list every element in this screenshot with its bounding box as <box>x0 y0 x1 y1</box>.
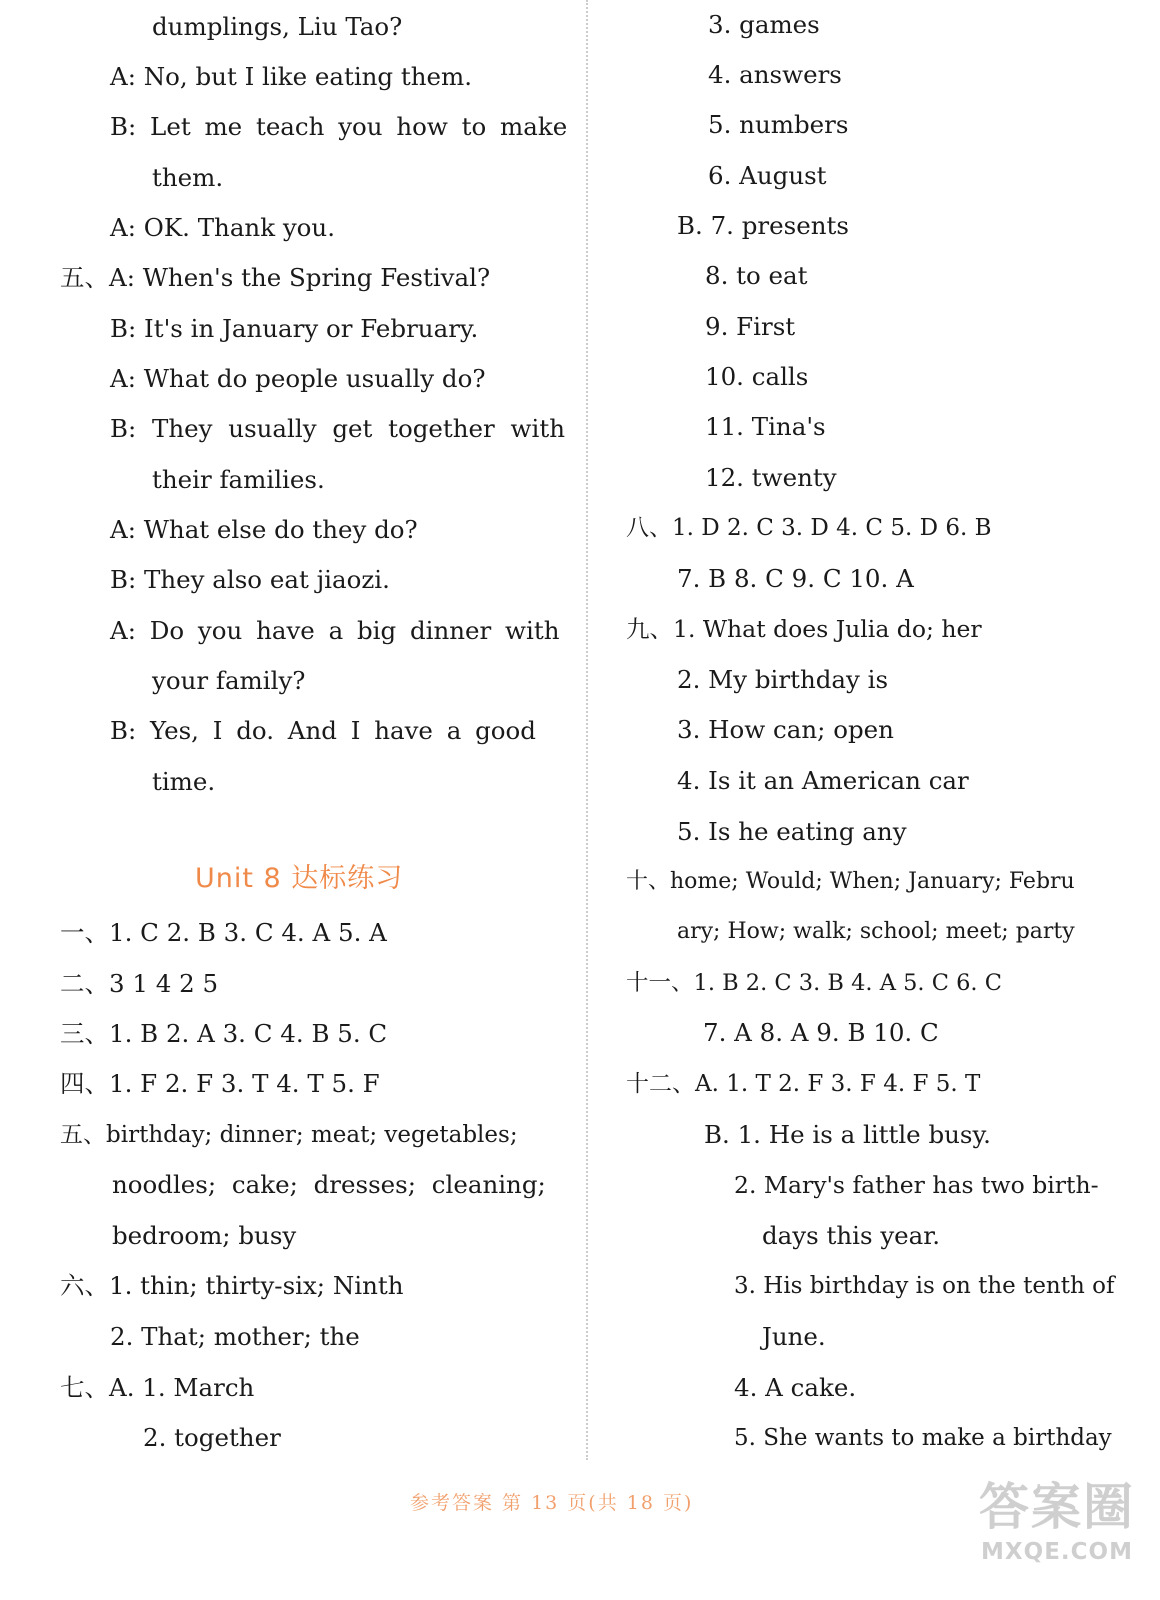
answer-line: 9. First <box>705 312 796 341</box>
answer-line: B. 7. presents <box>677 211 849 240</box>
answer-line: dumplings, Liu Tao? <box>152 12 403 41</box>
answer-line: 6. August <box>708 161 827 190</box>
answer-line: B. 1. He is a little busy. <box>704 1120 991 1149</box>
answer-line: 3. games <box>708 10 820 39</box>
answer-line: 五、A: When's the Spring Festival? <box>60 263 491 292</box>
column-divider <box>586 0 588 1460</box>
answer-line: 2. together <box>143 1423 281 1452</box>
watermark-logo <box>962 1478 1152 1590</box>
answer-line: 一、1. C 2. B 3. C 4. A 5. A <box>60 918 387 947</box>
answer-line: 10. calls <box>705 362 809 391</box>
answer-line: B: They also eat jiaozi. <box>110 565 390 594</box>
answer-line: 5. She wants to make a birthday <box>734 1425 1112 1451</box>
answer-line: June. <box>762 1322 826 1351</box>
answer-line: 四、1. F 2. F 3. T 4. T 5. F <box>60 1069 380 1098</box>
answer-line: 8. to eat <box>705 261 808 290</box>
answer-line: 5. Is he eating any <box>677 817 907 846</box>
answer-line: A: What else do they do? <box>110 515 418 544</box>
answer-line: 十、home; Would; When; January; Febru <box>626 869 1075 894</box>
answer-line: ary; How; walk; school; meet; party <box>677 919 1075 944</box>
watermark-text: 答案圈 <box>979 1478 1135 1536</box>
answer-line: their families. <box>152 465 325 494</box>
answer-line: 4. Is it an American car <box>677 766 969 795</box>
answer-line: 11. Tina's <box>705 412 826 441</box>
answer-line: time. <box>152 767 216 796</box>
answer-line: 12. twenty <box>705 463 837 492</box>
answer-line: 5. numbers <box>708 110 849 139</box>
answer-line: A: What do people usually do? <box>110 364 486 393</box>
answer-line: 2. That; mother; the <box>110 1322 360 1351</box>
answer-line: 7. A 8. A 9. B 10. C <box>703 1018 939 1047</box>
answer-line: your family? <box>152 666 306 695</box>
answer-line: A: No, but I like eating them. <box>110 62 473 91</box>
answer-line: B: Yes, I do. And I have a good <box>110 716 536 745</box>
section-title: Unit 8 达标练习 <box>195 863 404 894</box>
answer-line: 3. How can; open <box>677 715 894 744</box>
answer-line: days this year. <box>762 1221 941 1250</box>
answer-line: 九、1. What does Julia do; her <box>626 615 982 643</box>
page-footer: 参考答案 第 13 页(共 18 页) <box>410 1492 694 1514</box>
answer-line: 六、1. thin; thirty-six; Ninth <box>60 1271 404 1300</box>
answer-line: 七、A. 1. March <box>60 1373 255 1402</box>
answer-line: A: Do you have a big dinner with <box>110 616 560 645</box>
answer-line: noodles; cake; dresses; cleaning; <box>112 1170 546 1199</box>
answer-line: 2. Mary's father has two birth- <box>734 1171 1099 1199</box>
answer-line: 二、3 1 4 2 5 <box>60 969 219 998</box>
watermark-url: MXQE.COM <box>981 1539 1133 1565</box>
answer-line: B: It's in January or February. <box>110 314 479 343</box>
answer-line: 2. My birthday is <box>677 665 889 694</box>
answer-line: A: OK. Thank you. <box>110 213 335 242</box>
answer-line: B: They usually get together with <box>110 414 565 443</box>
answer-line: 4. answers <box>708 60 842 89</box>
answer-line: 7. B 8. C 9. C 10. A <box>677 564 914 593</box>
answer-line: 三、1. B 2. A 3. C 4. B 5. C <box>60 1019 388 1048</box>
answer-line: 十二、A. 1. T 2. F 3. F 4. F 5. T <box>626 1071 981 1097</box>
answer-line: them. <box>152 163 224 192</box>
answer-line: 4. A cake. <box>734 1373 857 1402</box>
answer-line: bedroom; busy <box>112 1221 297 1250</box>
answer-line: 3. His birthday is on the tenth of <box>734 1273 1115 1299</box>
answer-line: 五、birthday; dinner; meat; vegetables; <box>60 1122 518 1148</box>
answer-line: 八、1. D 2. C 3. D 4. C 5. D 6. B <box>626 515 992 541</box>
answer-line: 十一、1. B 2. C 3. B 4. A 5. C 6. C <box>626 970 1002 996</box>
answer-line: B: Let me teach you how to make <box>110 112 568 141</box>
